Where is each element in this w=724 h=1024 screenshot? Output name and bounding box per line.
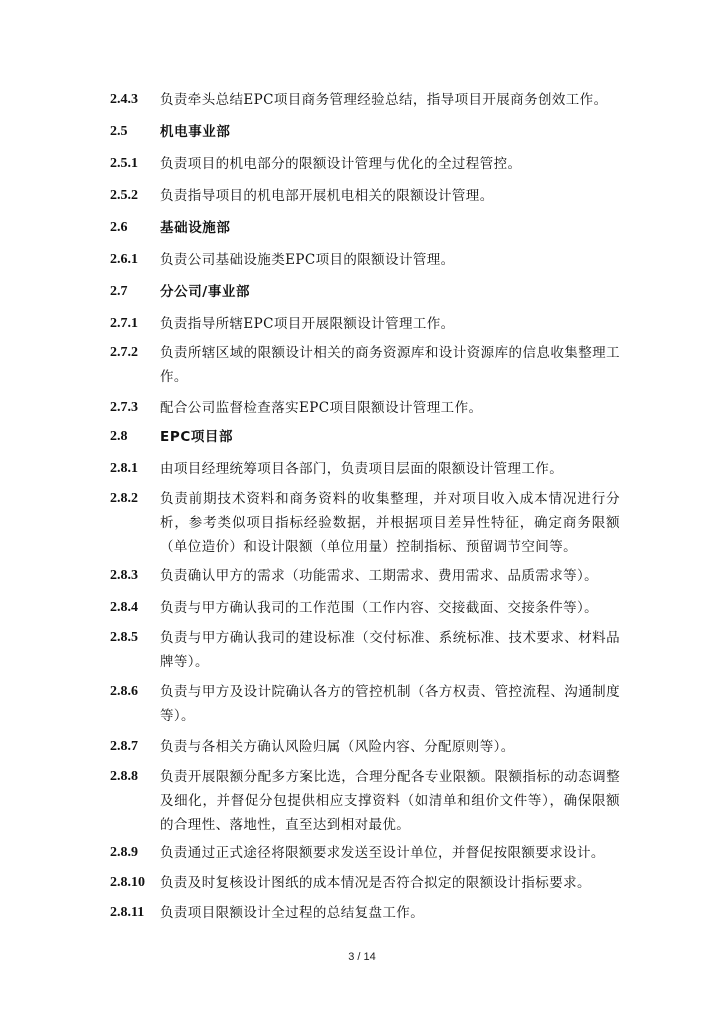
clause-2-8-3	[110, 564, 620, 588]
clause-text: 负责与甲方确认我司的建设标准（交付标准、系统标准、技术要求、材料品牌等）。	[160, 630, 620, 670]
section-number: 2.8	[110, 429, 128, 444]
clause-2-7-2	[110, 341, 620, 389]
clause-number: 2.4.3	[110, 92, 138, 107]
clause-text: 负责通过正式途径将限额要求发送至设计单位，并督促按限额要求设计。	[160, 845, 605, 861]
clause-text: 负责牵头总结EPC项目商务管理经验总结，指导项目开展商务创效工作。	[160, 92, 608, 108]
clause-2-7-3	[110, 396, 620, 420]
clause-number: 2.7.3	[110, 400, 138, 415]
clause-number: 2.8.3	[110, 568, 138, 583]
clause-2-8-9	[110, 841, 620, 865]
clause-2-8-6	[110, 680, 620, 728]
clause-text: 负责及时复核设计图纸的成本情况是否符合拟定的限额设计指标要求。	[160, 875, 591, 891]
clause-text: 负责与甲方及设计院确认各方的管控机制（各方权责、管控流程、沟通制度等）。	[160, 684, 620, 724]
clause-number: 2.8.7	[110, 739, 138, 754]
clause-number: 2.7.2	[110, 345, 138, 360]
clause-2-8-7	[110, 735, 620, 759]
clause-text: 负责指导所辖EPC项目开展限额设计管理工作。	[160, 316, 455, 332]
section-2-6	[110, 216, 620, 240]
clause-text: 配合公司监督检查落实EPC项目限额设计管理工作。	[160, 400, 483, 416]
clause-number: 2.8.10	[110, 875, 145, 890]
clause-text: 负责项目限额设计全过程的总结复盘工作。	[160, 905, 425, 921]
clause-2-4-3	[110, 88, 620, 112]
clause-2-8-11	[110, 901, 620, 925]
clause-text: 负责所辖区域的限额设计相关的商务资源库和设计资源库的信息收集整理工作。	[160, 345, 620, 385]
clause-text: 负责开展限额分配多方案比选，合理分配各专业限额。限额指标的动态调整及细化，并督促分包提供相应支撑资料（如清单和组价文件等），确保限额的合理性、落地性，直至达到相对最优。	[160, 769, 620, 833]
clause-2-8-5	[110, 626, 620, 674]
section-title: 基础设施部	[160, 220, 231, 236]
clause-text: 负责项目的机电部分的限额设计管理与优化的全过程管控。	[160, 156, 522, 172]
clause-2-8-1	[110, 457, 620, 481]
clause-2-7-1	[110, 312, 620, 336]
clause-2-5-1	[110, 152, 620, 176]
clause-text: 负责确认甲方的需求（功能需求、工期需求、费用需求、品质需求等）。	[160, 568, 599, 584]
clause-2-5-2	[110, 184, 620, 208]
clause-number: 2.5.1	[110, 156, 138, 171]
clause-text: 由项目经理统筹项目各部门，负责项目层面的限额设计管理工作。	[160, 461, 564, 477]
section-title: EPC项目部	[160, 429, 234, 445]
clause-2-8-4	[110, 596, 620, 620]
clause-number: 2.8.1	[110, 461, 138, 476]
clause-number: 2.8.2	[110, 491, 138, 506]
clause-2-6-1	[110, 248, 620, 272]
clause-text: 负责前期技术资料和商务资料的收集整理，并对项目收入成本情况进行分析，参考类似项目指标经验数据，并根据项目差异性特征，确定商务限额（单位造价）和设计限额（单位用量）控制指标、预留调节空间等。	[160, 491, 620, 555]
page-number: 3 / 14	[348, 951, 376, 963]
clause-number: 2.6.1	[110, 252, 138, 267]
clause-text: 负责与甲方确认我司的工作范围（工作内容、交接截面、交接条件等）。	[160, 600, 599, 616]
section-number: 2.5	[110, 124, 128, 139]
clause-text: 负责与各相关方确认风险归属（风险内容、分配原则等）。	[160, 739, 515, 755]
clause-number: 2.8.6	[110, 684, 138, 699]
clause-number: 2.8.5	[110, 630, 138, 645]
clause-number: 2.8.4	[110, 600, 138, 615]
clause-number: 2.5.2	[110, 188, 138, 203]
section-number: 2.7	[110, 284, 128, 299]
section-2-7	[110, 280, 620, 304]
clause-2-8-10	[110, 871, 620, 895]
clause-number: 2.8.11	[110, 905, 145, 920]
clause-2-8-2	[110, 487, 620, 559]
clause-number: 2.7.1	[110, 316, 138, 331]
clause-text: 负责指导项目的机电部开展机电相关的限额设计管理。	[160, 188, 494, 204]
section-2-8	[110, 425, 620, 449]
section-2-5	[110, 120, 620, 144]
section-title: 机电事业部	[160, 124, 231, 140]
section-number: 2.6	[110, 220, 128, 235]
clause-text: 负责公司基础设施类EPC项目的限额设计管理。	[160, 252, 455, 268]
clause-2-8-8	[110, 765, 620, 837]
clause-number: 2.8.8	[110, 769, 138, 784]
clause-number: 2.8.9	[110, 845, 138, 860]
section-title: 分公司/事业部	[160, 284, 251, 300]
